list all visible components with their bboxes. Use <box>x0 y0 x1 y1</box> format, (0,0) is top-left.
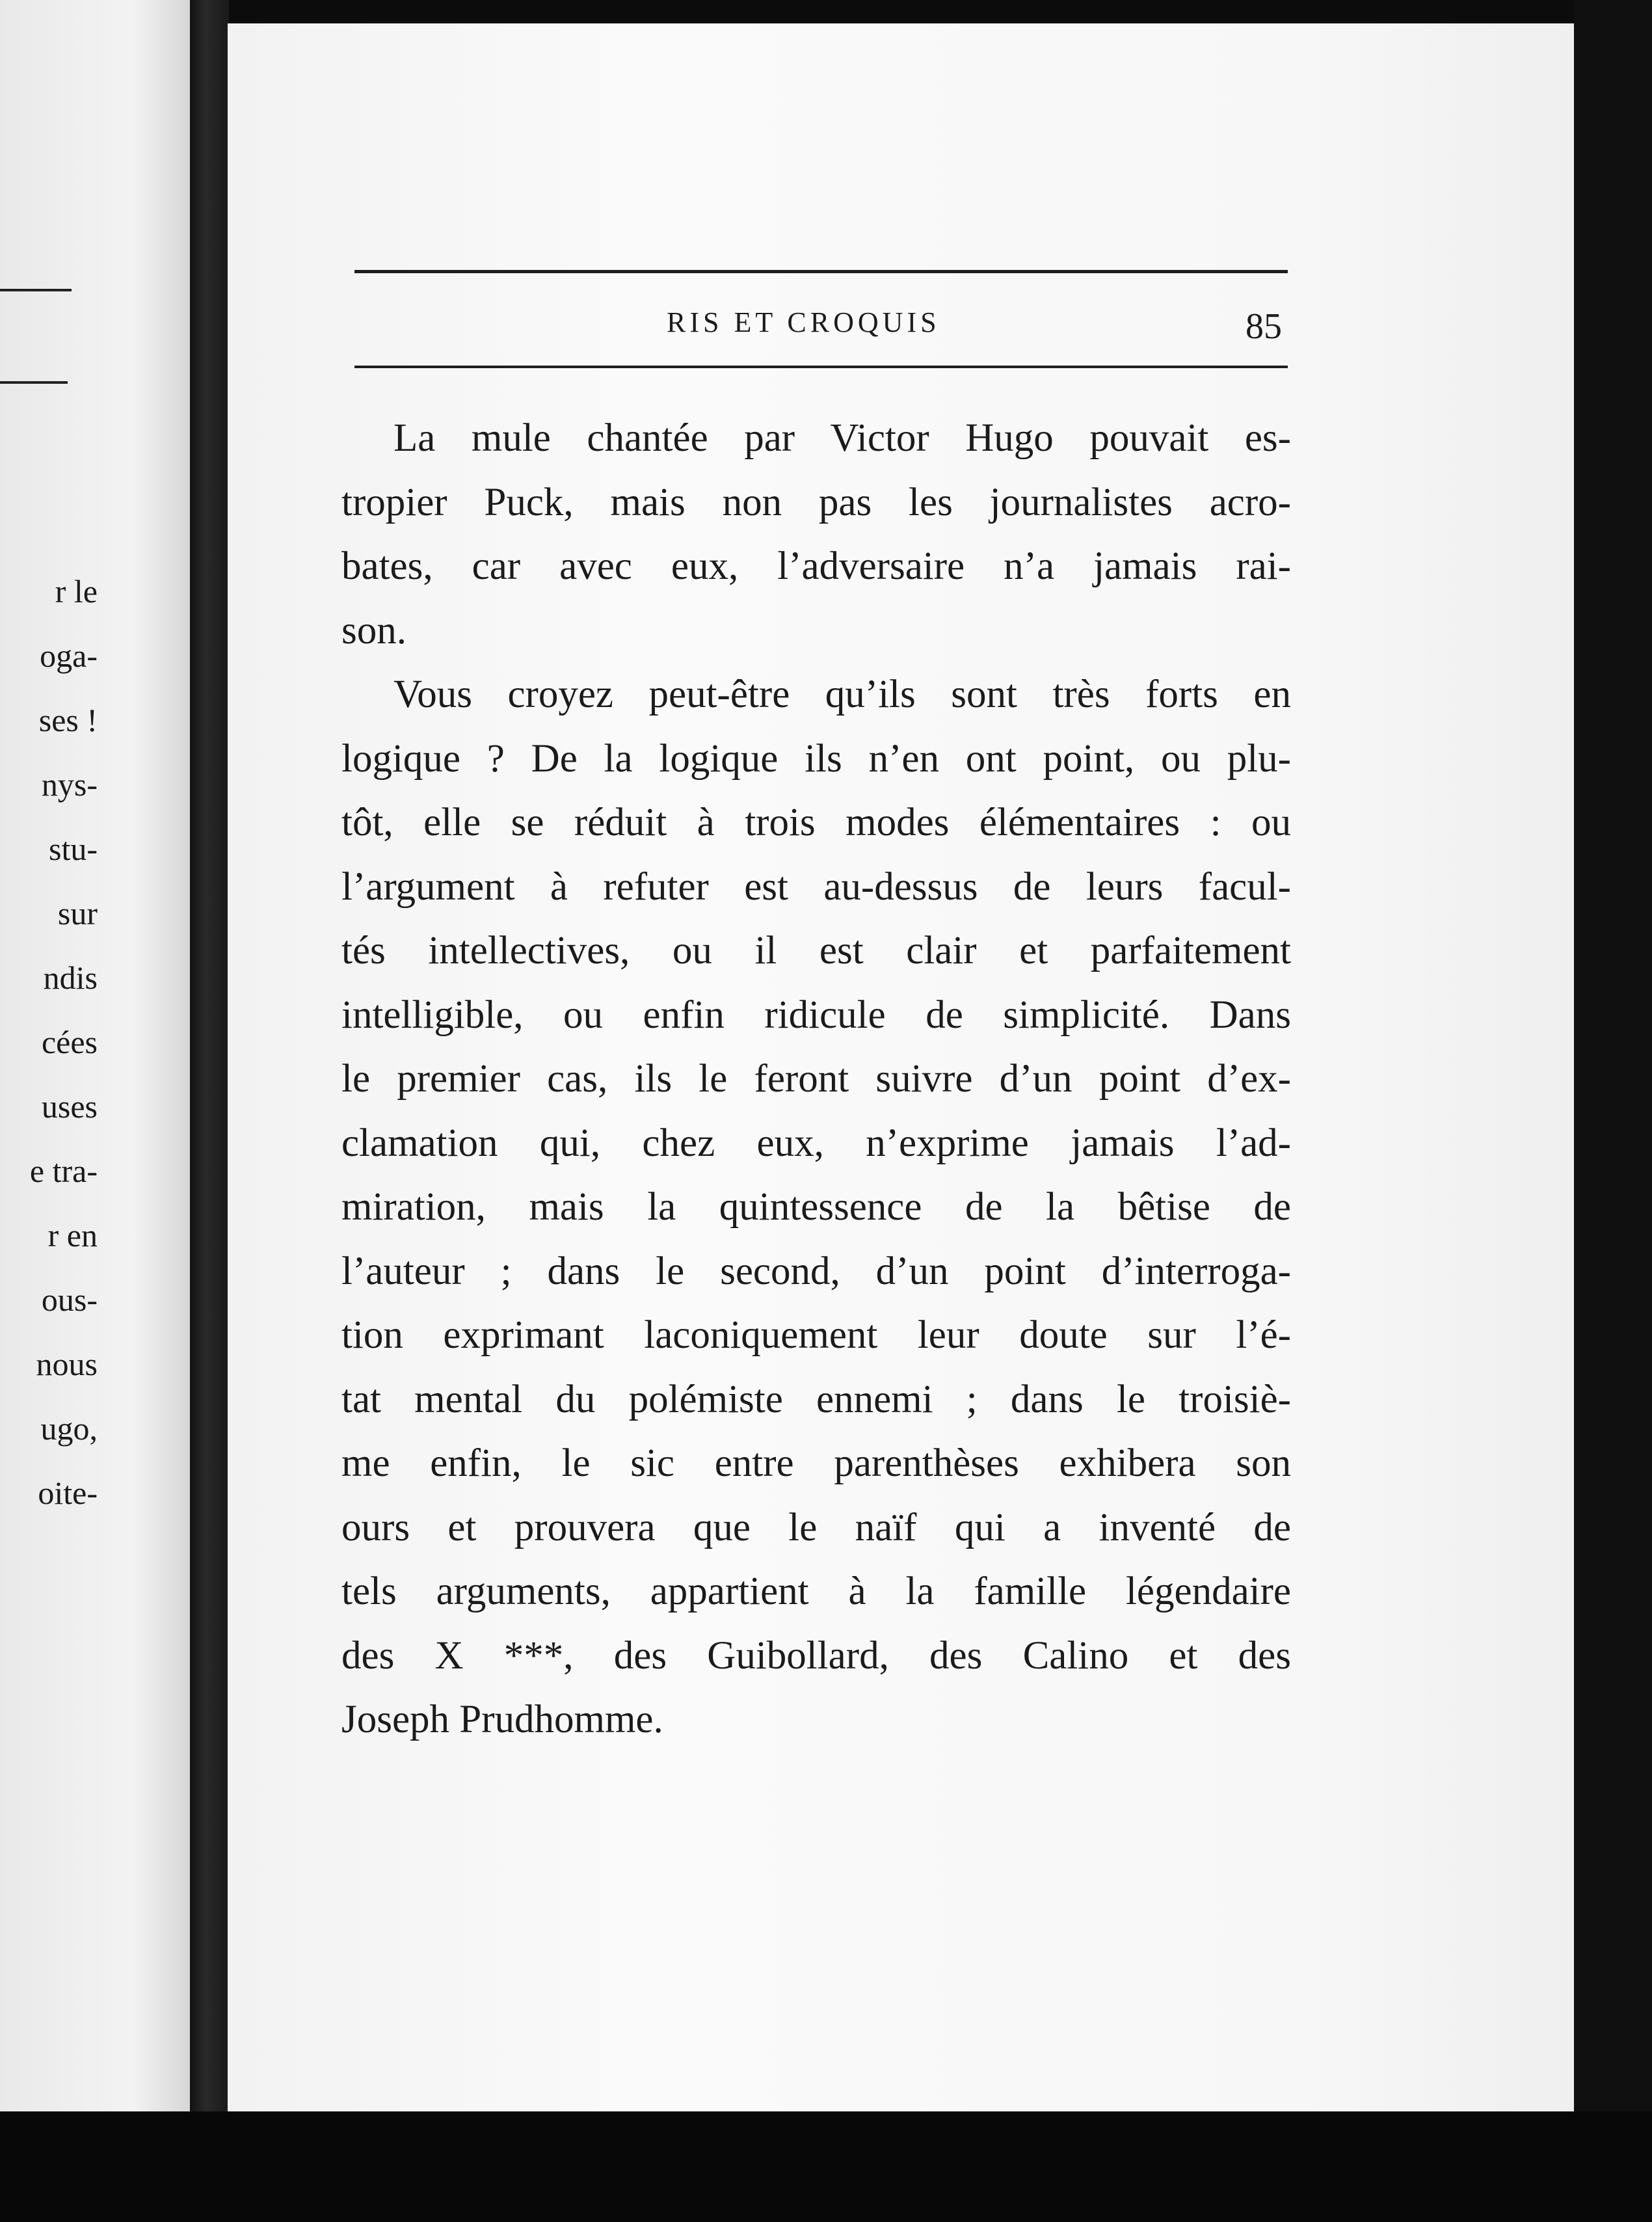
book-gutter <box>190 0 229 2147</box>
text-line: tés intellectives, ou il est clair et parfaitement <box>341 929 1291 972</box>
text-line: tropier Puck, mais non pas les journalistes acro- <box>341 480 1291 524</box>
left-fragment: nous <box>36 1346 98 1382</box>
book-edge-right <box>1574 0 1652 2222</box>
left-fragment: oite- <box>38 1475 98 1511</box>
book-edge-bottom <box>0 2111 1652 2222</box>
text-line: La mule chantée par Victor Hugo pouvait es- <box>393 416 1291 460</box>
left-fragment: oga- <box>40 637 98 674</box>
text-line: son. <box>341 608 406 652</box>
text-line: tels arguments, appartient à la famille légendaire <box>341 1570 1291 1613</box>
left-fragment: ous- <box>41 1281 98 1318</box>
text-line: des X ***, des Guibollard, des Calino et des <box>341 1633 1291 1678</box>
text-line: le premier cas, ils le feront suivre d’un point d’ex- <box>341 1057 1291 1101</box>
text-line: l’auteur ; dans le second, d’un point d’interroga- <box>341 1249 1291 1293</box>
paragraph-2 <box>341 663 1291 1752</box>
left-fragment: r le <box>55 573 98 609</box>
text-line: logique ? De la logique ils n’en ont point, ou plu- <box>341 736 1291 781</box>
left-page-top-rule <box>0 289 72 291</box>
page-body <box>341 407 1291 1752</box>
text-line: tôt, elle se réduit à trois modes élémentaires : ou <box>341 801 1291 844</box>
text-line: tat mental du polémiste ennemi ; dans le troisiè- <box>341 1377 1291 1421</box>
left-fragment: sur <box>57 895 98 931</box>
text-line: bates, car avec eux, l’adversaire n’a jamais rai- <box>341 544 1291 588</box>
text-line: Vous croyez peut-être qu’ils sont très forts en <box>393 673 1291 716</box>
left-fragment: cées <box>41 1024 98 1060</box>
left-fragment: e tra- <box>29 1153 98 1189</box>
left-fragment: r en <box>47 1217 98 1253</box>
text-line: tion exprimant laconiquement leur doute sur l’é- <box>341 1313 1291 1357</box>
text-line: intelligible, ou enfin ridicule de simplicité. Dans <box>341 993 1291 1037</box>
left-fragment: stu- <box>49 831 98 867</box>
text-line: miration, mais la quintessence de la bêtise de <box>341 1185 1291 1229</box>
header-top-rule <box>354 270 1288 273</box>
left-facing-page <box>0 0 190 2147</box>
left-fragment: uses <box>41 1088 98 1125</box>
text-line: clamation qui, chez eux, n’exprime jamais l’ad- <box>341 1121 1291 1165</box>
running-head: RIS ET CROQUIS <box>667 306 940 338</box>
left-fragment: ses ! <box>38 702 98 738</box>
left-page-text-fragments <box>0 559 98 1525</box>
text-line: ours et prouvera que le naïf qui a inventé de <box>341 1505 1291 1549</box>
left-fragment: ugo, <box>40 1410 98 1447</box>
paragraph-1 <box>341 407 1291 663</box>
text-line: Joseph Prudhomme. <box>341 1698 663 1741</box>
text-line: l’argument à refuter est au-dessus de leurs facul- <box>341 864 1291 909</box>
left-page-bottom-rule <box>0 381 68 384</box>
page-number: 85 <box>1246 306 1282 347</box>
text-line: me enfin, le sic entre parenthèses exhibera son <box>341 1441 1291 1485</box>
header-bottom-rule <box>354 366 1288 368</box>
left-fragment: ndis <box>43 959 98 996</box>
left-fragment: nys- <box>41 766 98 803</box>
